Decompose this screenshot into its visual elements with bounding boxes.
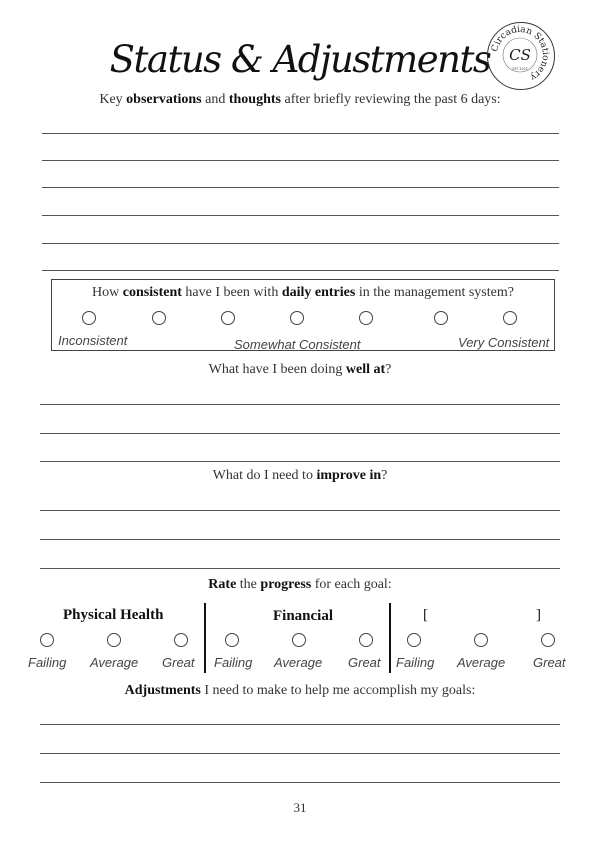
- writing-line[interactable]: [42, 270, 559, 271]
- writing-line[interactable]: [42, 187, 559, 188]
- goal3-label-great: Great: [533, 655, 566, 670]
- goal-divider: [204, 603, 206, 673]
- writing-line[interactable]: [40, 753, 560, 754]
- writing-line[interactable]: [42, 215, 559, 216]
- goal2-label-great: Great: [348, 655, 381, 670]
- observations-prompt: Key observations and thoughts after briefly reviewing the past 6 days:: [99, 92, 501, 107]
- writing-line[interactable]: [40, 568, 560, 569]
- goal-name-3-close: ]: [536, 607, 541, 623]
- goal1-label-great: Great: [162, 655, 195, 670]
- goal-name-2: Financial: [273, 608, 334, 624]
- goal-name-3-open: [: [423, 607, 428, 623]
- goal3-label-average: Average: [457, 655, 506, 670]
- goal1-rating-average[interactable]: [107, 633, 121, 647]
- goal1-label-failing: Failing: [28, 655, 67, 670]
- writing-line[interactable]: [40, 433, 560, 434]
- consistency-option-2[interactable]: [152, 311, 166, 325]
- writing-line[interactable]: [40, 510, 560, 511]
- goal3-label-failing: Failing: [396, 655, 435, 670]
- goal-name-1: Physical Health: [63, 607, 164, 623]
- page-number: 31: [293, 800, 307, 815]
- goal2-label-average: Average: [274, 655, 323, 670]
- writing-line[interactable]: [40, 782, 560, 783]
- brand-logo: [487, 22, 555, 90]
- scale-label-mid: Somewhat Consistent: [234, 337, 361, 352]
- rate-prompt: Rate the progress for each goal:: [208, 577, 392, 592]
- consistency-option-1[interactable]: [82, 311, 96, 325]
- scale-label-low: Inconsistent: [58, 333, 128, 348]
- writing-line[interactable]: [42, 243, 559, 244]
- consistency-option-6[interactable]: [434, 311, 448, 325]
- consistency-option-4[interactable]: [290, 311, 304, 325]
- adjustments-prompt: Adjustments I need to make to help me accomplish my goals:: [124, 683, 476, 698]
- goal2-rating-average[interactable]: [292, 633, 306, 647]
- writing-line[interactable]: [40, 461, 560, 462]
- consistency-option-7[interactable]: [503, 311, 517, 325]
- goal-divider: [389, 603, 391, 673]
- goal3-rating-failing[interactable]: [407, 633, 421, 647]
- page-title: Status & Adjustments: [109, 38, 491, 81]
- writing-line[interactable]: [42, 160, 559, 161]
- consistency-prompt: How consistent have I been with daily entries in the management system?: [92, 285, 514, 300]
- goal3-rating-average[interactable]: [474, 633, 488, 647]
- svg-text:CS: CS: [509, 46, 532, 65]
- goal1-rating-failing[interactable]: [40, 633, 54, 647]
- goal2-label-failing: Failing: [214, 655, 253, 670]
- writing-line[interactable]: [40, 404, 560, 405]
- writing-line[interactable]: [40, 724, 560, 725]
- goal1-rating-great[interactable]: [174, 633, 188, 647]
- scale-label-high: Very Consistent: [458, 335, 550, 350]
- logo-seal-icon: [486, 21, 554, 89]
- writing-line[interactable]: [42, 133, 559, 134]
- well-prompt: What have I been doing well at?: [208, 362, 392, 377]
- svg-text:Circadian Stationery: Circadian Stationery: [490, 25, 551, 83]
- consistency-option-3[interactable]: [221, 311, 235, 325]
- svg-text:EST 2023: EST 2023: [512, 67, 528, 72]
- improve-prompt: What do I need to improve in?: [212, 468, 388, 483]
- goal1-label-average: Average: [90, 655, 139, 670]
- goal2-rating-failing[interactable]: [225, 633, 239, 647]
- consistency-option-5[interactable]: [359, 311, 373, 325]
- goal2-rating-great[interactable]: [359, 633, 373, 647]
- goal3-rating-great[interactable]: [541, 633, 555, 647]
- writing-line[interactable]: [40, 539, 560, 540]
